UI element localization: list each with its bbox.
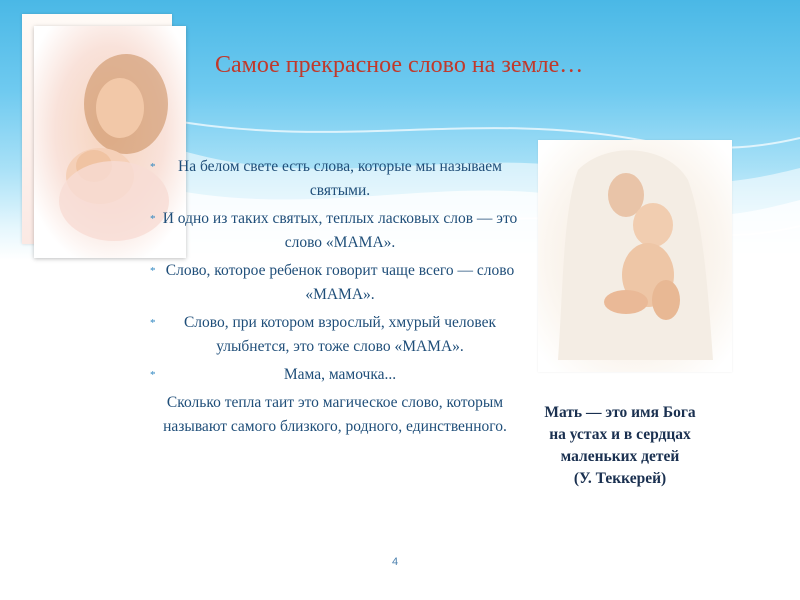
closing-text: Сколько тепла таит это магическое слово, которым называют самого близкого, родного, единственного. [163, 394, 507, 435]
list-item-text: Мама, мамочка... [283, 366, 397, 383]
bullet-star-icon: * [150, 213, 156, 225]
list-item-text: И одно из таких святых, теплых ласковых слов — это слово «МАМА». [162, 210, 518, 251]
mother-baby-photo [538, 140, 732, 372]
list-item [148, 155, 522, 203]
page-number: 4 [392, 556, 399, 568]
quote-author: (У. Теккерей) [573, 470, 667, 487]
list-item [148, 259, 522, 307]
list-item-text: Слово, при котором взрослый, хмурый человек улыбнется, это тоже слово «МАМА». [183, 314, 497, 355]
quote-line: Мать — это имя Бога [544, 404, 696, 421]
list-item [148, 311, 522, 359]
bullet-star-icon: * [150, 161, 156, 173]
list-item-text: На белом свете есть слова, которые мы называем святыми. [178, 158, 502, 199]
quote-block [515, 402, 725, 490]
bullet-star-icon: * [150, 317, 156, 329]
list-item-text: Слово, которое ребенок говорит чаще всего — слово «МАМА». [165, 262, 515, 303]
quote-line: на устах и в сердцах [549, 426, 691, 443]
bullet-star-icon: * [150, 369, 156, 381]
slide-title: Самое прекрасное слово на земле… [215, 52, 584, 78]
quote-line: маленьких детей [560, 448, 680, 465]
bullet-star-icon: * [150, 265, 156, 277]
body-text [148, 155, 522, 439]
list-item [148, 207, 522, 255]
list-item [148, 363, 522, 387]
